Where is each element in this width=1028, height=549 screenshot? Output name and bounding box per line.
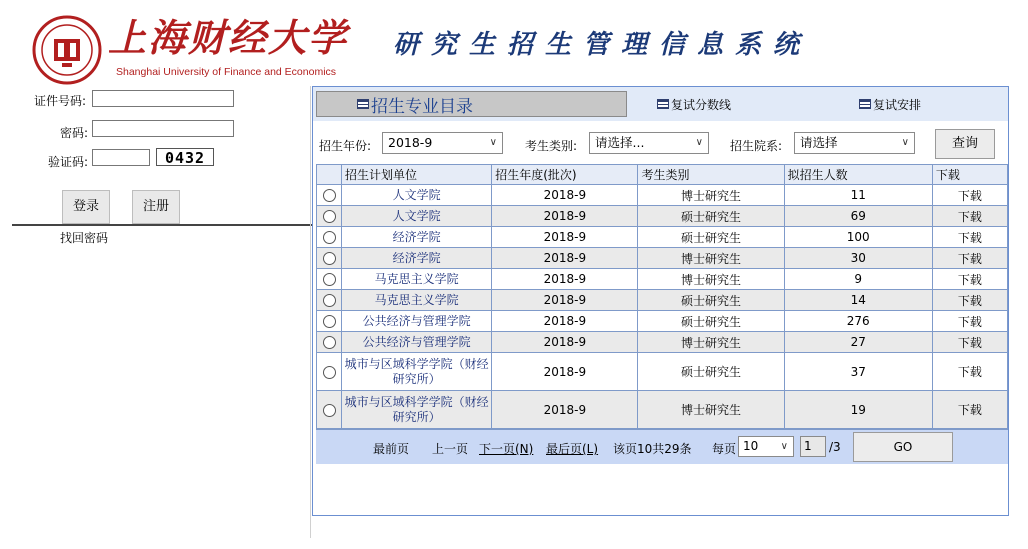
- divider: [12, 224, 312, 226]
- cell-type: 硕士研究生: [638, 311, 784, 332]
- page-summary: 该页10共29条: [613, 442, 692, 456]
- cell-year: 2018-9: [492, 185, 638, 206]
- cell-year: 2018-9: [492, 248, 638, 269]
- cell-unit: 经济学院: [342, 227, 492, 248]
- download-link[interactable]: 下载: [932, 269, 1007, 290]
- table-row[interactable]: [317, 206, 1008, 227]
- cell-type: 硕士研究生: [638, 206, 784, 227]
- download-link[interactable]: 下载: [932, 311, 1007, 332]
- col-count: 拟招生人数: [784, 165, 932, 185]
- register-button[interactable]: 注册: [132, 190, 180, 224]
- row-radio[interactable]: [323, 252, 336, 265]
- table-row[interactable]: [317, 290, 1008, 311]
- table-row[interactable]: [317, 185, 1008, 206]
- cell-count: 69: [784, 206, 932, 227]
- cell-year: 2018-9: [492, 227, 638, 248]
- system-title: 研究生招生管理信息系统: [393, 30, 812, 60]
- page-header: [0, 0, 1028, 86]
- year-label: 招生年份:: [319, 139, 372, 153]
- password-input[interactable]: [92, 120, 234, 137]
- row-radio[interactable]: [323, 336, 336, 349]
- cell-count: 11: [784, 185, 932, 206]
- filter-bar: [313, 127, 1008, 161]
- college-label: 招生院系:: [730, 139, 783, 153]
- cell-year: 2018-9: [492, 290, 638, 311]
- table-row[interactable]: [317, 311, 1008, 332]
- cell-type: 博士研究生: [638, 269, 784, 290]
- row-radio[interactable]: [323, 404, 336, 417]
- cell-year: 2018-9: [492, 269, 638, 290]
- per-page-value: 10: [743, 439, 759, 453]
- college-select[interactable]: [794, 132, 915, 154]
- chevron-down-icon: ∨: [489, 137, 497, 148]
- download-link[interactable]: 下载: [932, 227, 1007, 248]
- chevron-down-icon: ∨: [780, 441, 788, 452]
- cell-unit: 马克思主义学院: [342, 269, 492, 290]
- download-link[interactable]: 下载: [932, 391, 1007, 429]
- row-radio[interactable]: [323, 294, 336, 307]
- tab-enrollment-catalog[interactable]: [316, 91, 627, 117]
- col-select: [317, 165, 342, 185]
- tab-retest-score-line[interactable]: [657, 91, 731, 117]
- cell-unit: 城市与区域科学学院（财经研究所）: [342, 353, 492, 391]
- row-radio[interactable]: [323, 273, 336, 286]
- first-page-link[interactable]: 最前页: [373, 442, 410, 456]
- cell-year: 2018-9: [492, 206, 638, 227]
- cell-year: 2018-9: [492, 353, 638, 391]
- id-label: 证件号码:: [34, 94, 87, 108]
- university-seal-icon: [32, 15, 102, 85]
- row-radio[interactable]: [323, 231, 336, 244]
- cell-count: 14: [784, 290, 932, 311]
- query-button[interactable]: 查询: [935, 129, 995, 159]
- cell-count: 37: [784, 353, 932, 391]
- row-radio[interactable]: [323, 189, 336, 202]
- cell-count: 30: [784, 248, 932, 269]
- table-row[interactable]: [317, 248, 1008, 269]
- cell-count: 27: [784, 332, 932, 353]
- cell-unit: 公共经济与管理学院: [342, 311, 492, 332]
- list-icon: [357, 99, 369, 109]
- login-button[interactable]: 登录: [62, 190, 110, 224]
- go-button[interactable]: GO: [853, 432, 953, 462]
- chevron-down-icon: ∨: [901, 137, 909, 148]
- panel-divider: [310, 86, 311, 538]
- list-icon: [657, 99, 669, 109]
- download-link[interactable]: 下载: [932, 206, 1007, 227]
- college-select-value: 请选择: [800, 135, 838, 150]
- next-page-link[interactable]: 下一页(N): [479, 442, 534, 456]
- year-select[interactable]: [382, 132, 503, 154]
- university-name-cn: 上海财经大学: [108, 15, 349, 60]
- captcha-label: 验证码:: [48, 155, 89, 169]
- cell-year: 2018-9: [492, 311, 638, 332]
- download-link[interactable]: 下载: [932, 290, 1007, 311]
- cell-unit: 经济学院: [342, 248, 492, 269]
- tab-label: 复试安排: [873, 97, 922, 112]
- row-radio[interactable]: [323, 315, 336, 328]
- forgot-password-link[interactable]: 找回密码: [60, 231, 109, 245]
- list-icon: [859, 99, 871, 109]
- col-year: 招生年度(批次): [492, 165, 638, 185]
- cell-unit: 公共经济与管理学院: [342, 332, 492, 353]
- last-page-link[interactable]: 最后页(L): [546, 442, 599, 456]
- page-number-input[interactable]: 1: [800, 436, 826, 457]
- table-row[interactable]: [317, 227, 1008, 248]
- cell-type: 硕士研究生: [638, 227, 784, 248]
- cell-type: 博士研究生: [638, 185, 784, 206]
- tab-bar: [313, 87, 1008, 121]
- cell-type: 硕士研究生: [638, 353, 784, 391]
- download-link[interactable]: 下载: [932, 353, 1007, 391]
- chevron-down-icon: ∨: [695, 137, 703, 148]
- cell-count: 100: [784, 227, 932, 248]
- type-select-value: 请选择...: [595, 135, 645, 150]
- row-radio[interactable]: [323, 366, 336, 379]
- table-row[interactable]: [317, 391, 1008, 429]
- cell-count: 19: [784, 391, 932, 429]
- password-label: 密码:: [60, 126, 89, 140]
- download-link[interactable]: 下载: [932, 185, 1007, 206]
- col-download: 下载: [932, 165, 1007, 185]
- university-name-en: Shanghai University of Finance and Economics: [116, 66, 337, 78]
- page-total: /3: [829, 440, 841, 454]
- tab-retest-schedule[interactable]: [859, 91, 921, 117]
- table-row[interactable]: [317, 269, 1008, 290]
- cell-unit: 人文学院: [342, 206, 492, 227]
- row-radio[interactable]: [323, 210, 336, 223]
- col-type: 考生类别: [638, 165, 784, 185]
- table-row[interactable]: [317, 332, 1008, 353]
- cell-unit: 城市与区域科学学院（财经研究所）: [342, 391, 492, 429]
- col-unit: 招生计划单位: [342, 165, 492, 185]
- enrollment-table: [316, 164, 1008, 429]
- tab-label: 复试分数线: [671, 97, 732, 112]
- cell-count: 9: [784, 269, 932, 290]
- type-label: 考生类别:: [525, 139, 578, 153]
- cell-unit: 人文学院: [342, 185, 492, 206]
- table-header-row: [317, 165, 1008, 185]
- captcha-image[interactable]: 0432: [156, 148, 214, 166]
- tab-label: 招生专业目录: [371, 96, 473, 117]
- cell-type: 博士研究生: [638, 391, 784, 429]
- cell-unit: 马克思主义学院: [342, 290, 492, 311]
- captcha-input[interactable]: [92, 149, 150, 166]
- cell-type: 博士研究生: [638, 248, 784, 269]
- type-select[interactable]: [589, 132, 709, 154]
- pagination-bar: [316, 429, 1008, 464]
- table-row[interactable]: [317, 353, 1008, 391]
- prev-page-link[interactable]: 上一页: [432, 442, 469, 456]
- cell-year: 2018-9: [492, 391, 638, 429]
- id-input[interactable]: [92, 90, 234, 107]
- cell-year: 2018-9: [492, 332, 638, 353]
- cell-type: 博士研究生: [638, 332, 784, 353]
- per-page-label: 每页: [712, 442, 737, 456]
- year-select-value: 2018-9: [388, 135, 433, 150]
- download-link[interactable]: 下载: [932, 332, 1007, 353]
- cell-count: 276: [784, 311, 932, 332]
- per-page-select[interactable]: [738, 436, 794, 457]
- content-panel: [312, 86, 1009, 516]
- download-link[interactable]: 下载: [932, 248, 1007, 269]
- cell-type: 硕士研究生: [638, 290, 784, 311]
